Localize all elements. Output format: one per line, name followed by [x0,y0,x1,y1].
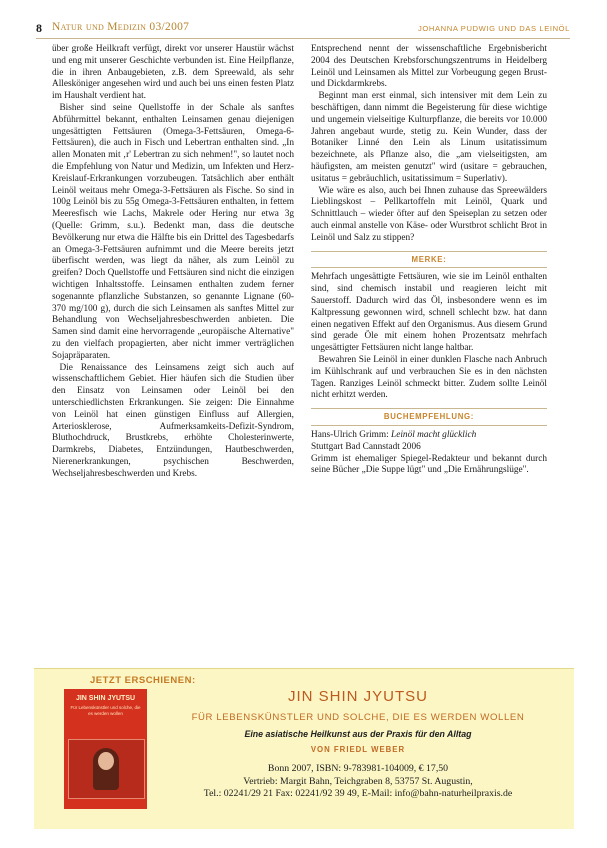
cover-title: JIN SHIN JYUTSU [75,695,136,702]
merke-paragraph: Mehrfach ungesättigte Fettsäuren, wie sie im Leinöl enthalten sind, sind chemisch instabil und reagieren leicht mit Sauerstoff. Dadurch wird das Öl, insbesondere wenn es im Kaltpressung gewonnen wird, schnell schlecht bzw. hat dann einen negativen Effekt auf den Organismus. Aus diesem Grund sind gerade Öle mit einem hohen Prozentsatz mehrfach ungesättigter Fettsäuren nicht lange haltbar. [311,272,547,354]
promo-subtitle: FÜR LEBENSKÜNSTLER UND SOLCHE, DIE ES WERDEN WOLLEN [191,712,525,723]
book-description: Grimm ist ehemaliger Spiegel-Redakteur und bekannt durch seine Bücher „Die Suppe lügt" und „Die Ernährungslüge". [311,453,547,476]
promo-tagline: Eine asiatische Heilkunst aus der Praxis für den Alltag [244,729,472,739]
promo-author: VON FRIEDL WEBER [310,745,406,754]
paragraph: Die Renaissance des Leinsamens zeigt sich auch auf wissenschaftlichem Gebiet. Hier häufen sich die Studien über den Einsatz von Leinsamen oder Leinöl bei den unterschiedlichsten Erkrankungen. Sie zeigen: Die Einnahme von Leinöl hat einen günstigen Einfluss auf Allergien, Arteriosklerose, Aufmerksamkeits-Defizit-Syndrom, Bluthochdruck, Brustkrebs, erhöhte Cholesterinwerte, Darmkrebs, Diabetes, Entzündungen, Hautbeschwerden, Nierenerkrankungen, psychischen Beschwerden, Wechseljahresbeschwerden und Krebs. [52,362,294,479]
promo-publication-info [158,763,558,801]
right-column [311,44,547,676]
book-author: Hans-Ulrich Grimm: [311,429,389,440]
book-recommendation-heading: BUCHEMPFEHLUNG: [311,408,547,426]
book-title: Leinöl macht glücklich [391,429,477,440]
paragraph: Bisher sind seine Quellstoffe in der Schale als sanftes Abführmittel bekannt, enthalten Leinsamen genau diejenigen ungesättigten Fettsäuren (Omega-3-Fettsäuren, Omega-6-Fettsäuren), die auch in Fisch und Lebertran enthalten sind. „In allen Monaten mit ‚r' Lebertran zu sich nehmen!", so lautet noch die Empfehlung von Natur und Medizin, um Infekten und Herz-Kreislauf-Erkrankungen vorzubeugen. Tatsächlich aber enthält Leinöl weitaus mehr Omega-3-Fettsäuren als Fische. So sind in 100g Leinöl bis zu 55g Omega-3-Fettsäuren enthalten, in fettem Meeresfisch wie Lachs, Makrele oder Hering nur etwa 3g (Quelle: Grimm, s.u.). Bedenkt man, dass die deutsche Bevölkerung nur etwa die Hälfte bis ein Drittel des Tagesbedarfs an Omega-3-Fettsäuren aufnimmt und die Meere bereits jetzt überfischt werden, was liegt da näher, als zum Leinöl zu greifen? Doch Quellstoffe und Fettsäuren sind nicht die einzigen wichtigen Inhaltsstoffe. Leinsamen enthalten zudem ferner sogenannte pflanzliche Substanzen, so genannte Lignane (60-370 mg/100 g), durch die sich Leinsamen als sanftes Mittel zur Behandlung von Wechseljahresbeschwerden anbieten. Die Samen sind damit eine hervorragende „europäische Alternative" zu den vielfach propagierten, aber nicht immer verträglichen Sojapräparaten. [52,102,294,361]
left-column [52,44,294,676]
promo-text [158,678,558,801]
merke-heading: MERKE: [311,251,547,269]
paragraph: Entsprechend nennt der wissenschaftliche Ergebnisbericht 2004 des Deutschen Krebsforschungszentrums in Heidelberg Leinöl und Leinsamen als Mittel zur Vorbeugung gegen Brust- und Dickdarmkrebs. [311,44,547,90]
merke-paragraph: Bewahren Sie Leinöl in einer dunklen Flasche nach Anbruch im Kühlschrank auf und verbrauchen Sie es in den nächsten Tagen. Ranziges Leinöl schmeckt bitter. Zudem sollte Leinöl nicht erhitzt werden. [311,354,547,401]
promo-label: JETZT ERSCHIENEN: [90,675,196,686]
page-number: 8 [36,21,42,35]
promo-info-line: Vertrieb: Margit Bahn, Teichgraben 8, 53757 St. Augustin, [243,775,473,787]
cover-person-face [98,752,114,770]
promo-info-line: Bonn 2007, ISBN: 9-783981-104009, € 17,50 [267,763,449,774]
section-title: JOHANNA PUDWIG UND DAS LEINÖL [418,24,570,33]
cover-photo [68,739,145,799]
promo-contact-line: Tel.: 02241/29 21 Fax: 02241/92 39 49, E-Mail: info@bahn-naturheilpraxis.de [203,788,513,799]
paragraph: über große Heilkraft verfügt, direkt vor unserer Haustür wächst und eng mit unserer Geschichte verbunden ist. Eine Heilpflanze, die in ihren Anbaugebieten, z.B. dem Spreewald, als sehr Allesköniger angesehen wird und auch bei uns einen festen Platz im Haushalt verdient hat. [52,44,294,102]
paragraph: Beginnt man erst einmal, sich intensiver mit dem Lein zu beschäftigen, dann nimmt die Begeisterung für diese wichtige und ungemein vielseitige Kulturpflanze, die bereits vor 10.000 Jahren angebaut wurde, stetig zu. Kein Wunder, dass der Botaniker Linné den Lein als Linum usitatissimum bezeichnete, als Pflanze also, die „am vielseitigsten, am häufigsten, am meisten genutzt" wird (usitare = gebrauchen, usitatus = gebräuchlich, usitatissimum = Superlativ). [311,91,547,184]
magazine-title: Natur und Medizin 03/2007 [52,21,190,33]
cover-subtitle: Für Lebenskünstler und solche, die es werden wollen [70,705,141,716]
book-citation [311,430,547,442]
book-cover-image [64,689,147,809]
promo-title: JIN SHIN JYUTSU [287,688,428,705]
book-promo-box [34,668,574,829]
paragraph: Wie wäre es also, auch bei Ihnen zuhause das Spreewälders Lieblingskost – Pellkartoffeln mit Leinöl, Quark und Schnittlauch – wieder öfter auf den Speiseplan zu setzen oder auch einmal anstelle von Käse- oder Wurstbrot schlicht Brot in Leinöl und Salz zu stippen? [311,185,547,243]
book-publisher: Stuttgart Bad Cannstadt 2006 [311,441,421,452]
page-header [36,20,570,39]
